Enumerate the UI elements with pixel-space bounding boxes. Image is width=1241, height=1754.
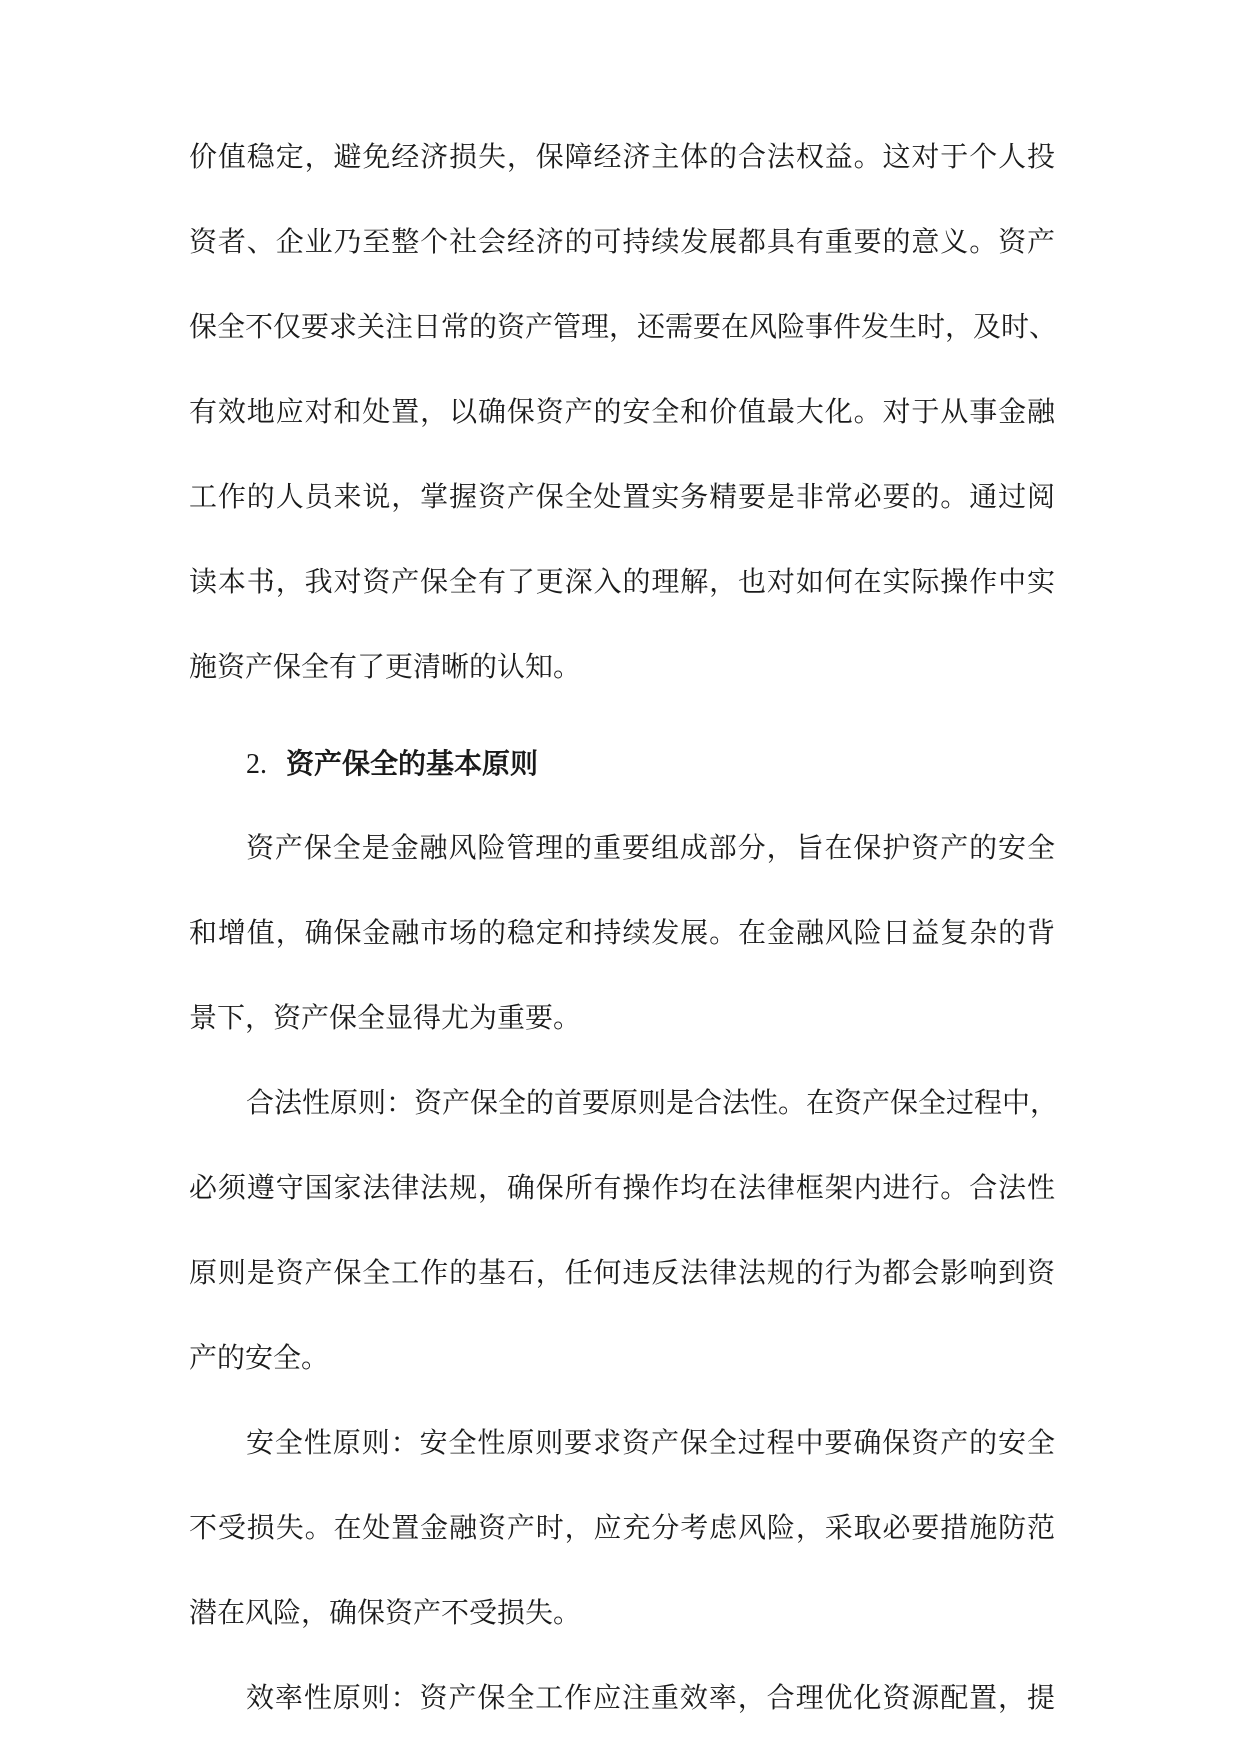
paragraph-line: 不受损失。在处置金融资产时，应充分考虑风险，采取必要措施防范 — [189, 1511, 1055, 1544]
section-heading — [246, 746, 538, 782]
paragraph-line: 原则是资产保全工作的基石，任何违反法律法规的行为都会影响到资 — [189, 1256, 1055, 1289]
paragraph-line: 价值稳定，避免经济损失，保障经济主体的合法权益。这对于个人投 — [189, 140, 1055, 173]
paragraph-line: 产的安全。 — [189, 1341, 330, 1374]
paragraph-line: 安全性原则：安全性原则要求资产保全过程中要确保资产的安全 — [246, 1426, 1055, 1459]
paragraph-line: 效率性原则：资产保全工作应注重效率，合理优化资源配置，提 — [246, 1681, 1055, 1714]
paragraph-line: 资产保全是金融风险管理的重要组成部分，旨在保护资产的安全 — [246, 831, 1055, 864]
paragraph-line: 景下，资产保全显得尤为重要。 — [189, 1001, 582, 1034]
paragraph-line: 施资产保全有了更清晰的认知。 — [189, 650, 582, 683]
paragraph-line: 读本书，我对资产保全有了更深入的理解，也对如何在实际操作中实 — [189, 565, 1055, 598]
section-number: 2. — [246, 749, 267, 780]
paragraph-line: 合法性原则：资产保全的首要原则是合法性。在资产保全过程中， — [246, 1086, 1059, 1119]
paragraph-line: 保全不仅要求关注日常的资产管理，还需要在风险事件发生时，及时、 — [189, 310, 1058, 343]
section-title: 资产保全的基本原则 — [286, 747, 539, 780]
paragraph-line: 和增值，确保金融市场的稳定和持续发展。在金融风险日益复杂的背 — [189, 916, 1055, 949]
paragraph-line: 必须遵守国家法律法规，确保所有操作均在法律框架内进行。合法性 — [189, 1171, 1055, 1204]
paragraph-line: 工作的人员来说，掌握资产保全处置实务精要是非常必要的。通过阅 — [189, 480, 1055, 513]
paragraph-line: 资者、企业乃至整个社会经济的可持续发展都具有重要的意义。资产 — [189, 225, 1055, 258]
paragraph-line: 有效地应对和处置，以确保资产的安全和价值最大化。对于从事金融 — [189, 395, 1055, 428]
paragraph-line: 潜在风险，确保资产不受损失。 — [189, 1596, 582, 1629]
